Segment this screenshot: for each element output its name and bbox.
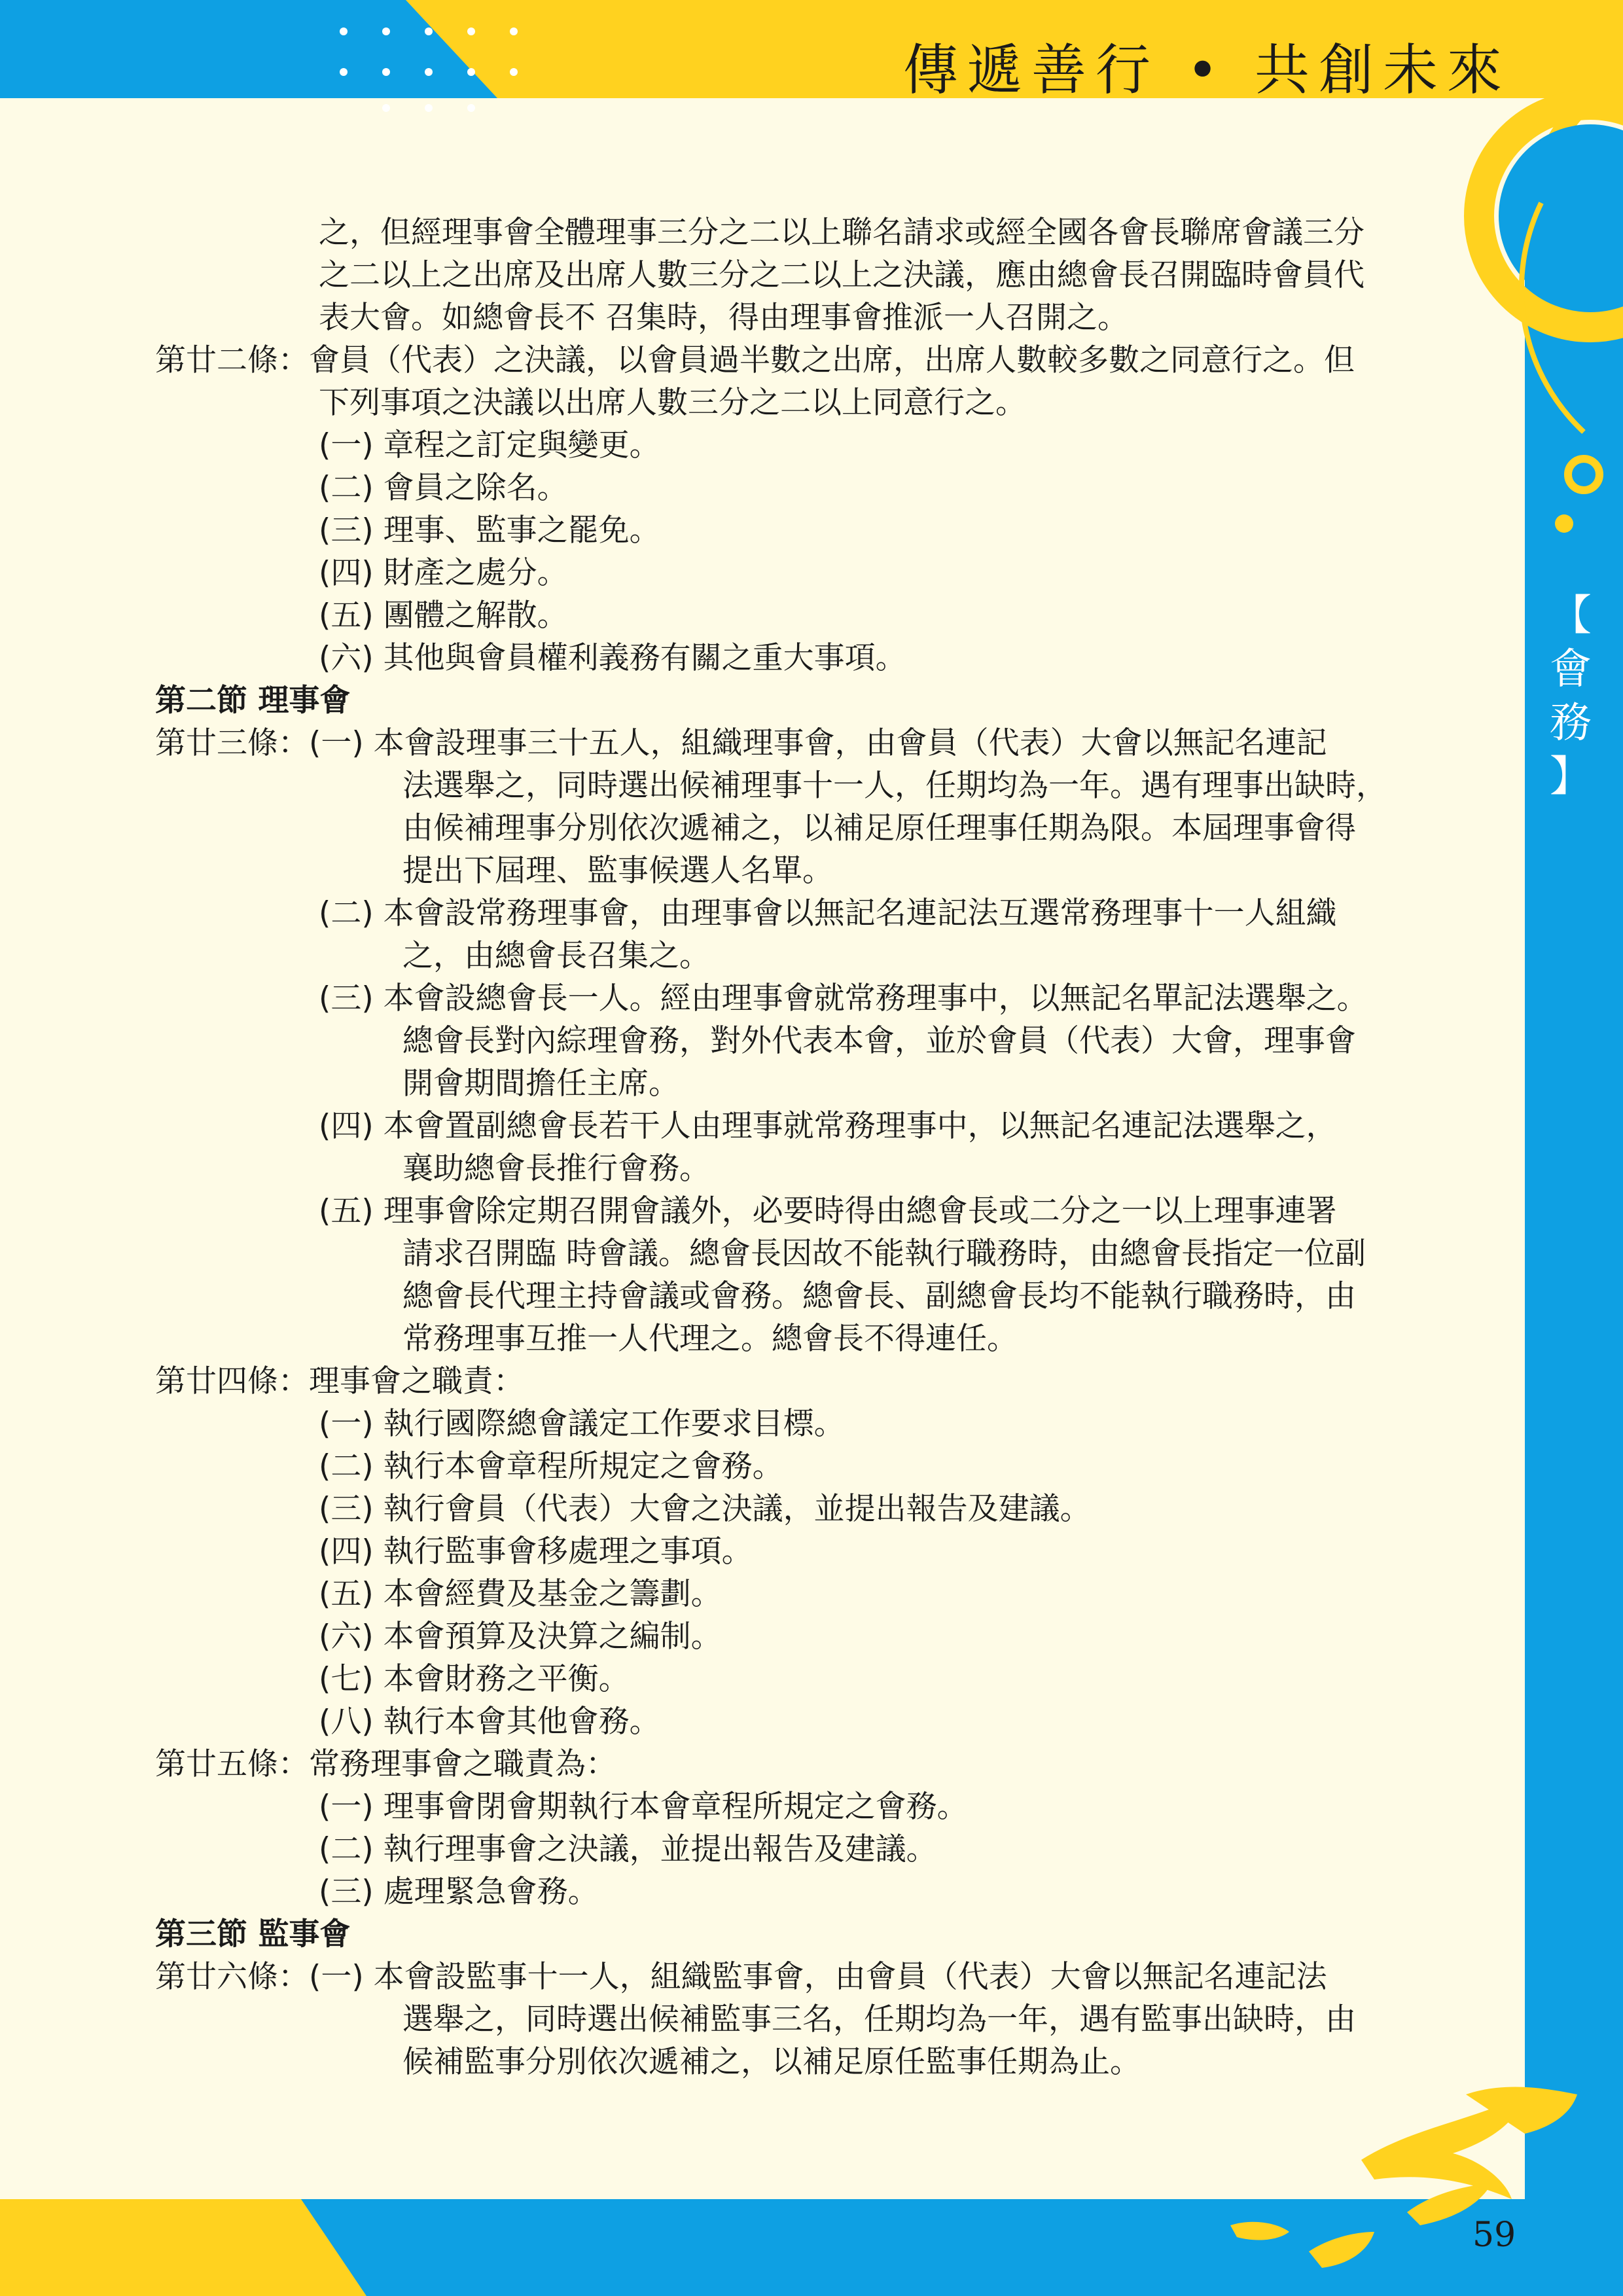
body-line: 法選舉之，同時選出候補理事十一人，任期均為一年。遇有理事出缺時， — [402, 768, 1387, 804]
list-item: (二) 本會設常務理事會，由理事會以無記名連記法互選常務理事十一人組織 — [319, 895, 1337, 931]
article-24: 第廿四條：理事會之職責： — [155, 1363, 524, 1399]
list-item: (一) 執行國際總會議定工作要求目標。 — [319, 1406, 845, 1442]
body-line: 候補監事分別依次遞補之，以補足原任監事任期為止。 — [402, 2044, 1141, 2080]
list-item: (四) 執行監事會移處理之事項。 — [319, 1534, 753, 1570]
article-26: 第廿六條：(一) 本會設監事十一人，組織監事會，由會員（代表）大會以無記名連記法 — [155, 1959, 1327, 1995]
page-number: 59 — [1472, 2215, 1516, 2255]
list-item: (二) 執行本會章程所規定之會務。 — [319, 1448, 783, 1484]
body-line: 下列事項之決議以出席人數三分之二以上同意行之。 — [319, 385, 1026, 421]
body-line: 提出下屆理、監事候選人名單。 — [402, 853, 833, 889]
body-line: 常務理事互推一人代理之。總會長不得連任。 — [402, 1321, 1018, 1357]
list-item: (四) 本會置副總會長若干人由理事就常務理事中，以無記名連記法選舉之， — [319, 1108, 1337, 1144]
sidebar-label-char: 】 — [1550, 753, 1592, 801]
list-item: (五) 團體之解散。 — [319, 598, 568, 634]
body-line: 之，但經理事會全體理事三分之二以上聯名請求或經全國各會長聯席會議三分 — [319, 215, 1364, 251]
list-item: (三) 本會設總會長一人。經由理事會就常務理事中，以無記名單記法選舉之。 — [319, 980, 1368, 1016]
list-item: (三) 執行會員（代表）大會之決議，並提出報告及建議。 — [319, 1491, 1091, 1527]
body-line: 請求召開臨 時會議。總會長因故不能執行職務時，由總會長指定一位副 — [402, 1236, 1366, 1272]
article-22: 第廿二條：會員（代表）之決議，以會員過半數之出席，出席人數較多數之同意行之。但 — [155, 342, 1355, 378]
list-item: (四) 財產之處分。 — [319, 555, 568, 591]
sidebar-label-char: 會 — [1550, 645, 1592, 694]
body-line: 之，由總會長召集之。 — [402, 938, 710, 974]
list-item: (七) 本會財務之平衡。 — [319, 1661, 630, 1697]
body-line: 選舉之，同時選出候補監事三名，任期均為一年，遇有監事出缺時，由 — [402, 2001, 1356, 2037]
list-item: (五) 本會經費及基金之籌劃。 — [319, 1576, 722, 1612]
list-item: (二) 執行理事會之決議，並提出報告及建議。 — [319, 1831, 937, 1867]
body-line: 總會長對內綜理會務，對外代表本會，並於會員（代表）大會，理事會 — [402, 1023, 1356, 1059]
list-item: (三) 處理緊急會務。 — [319, 1874, 599, 1910]
list-item: (五) 理事會除定期召開會議外，必要時得由總會長或二分之一以上理事連署 — [319, 1193, 1337, 1229]
list-item: (二) 會員之除名。 — [319, 470, 568, 506]
body-line: 開會期間擔任主席。 — [402, 1066, 679, 1102]
body-line: 由候補理事分別依次遞補之，以補足原任理事任期為限。本屆理事會得 — [402, 810, 1356, 846]
body-line: 之二以上之出席及出席人數三分之二以上之決議，應由總會長召開臨時會員代 — [319, 257, 1364, 293]
list-item: (六) 本會預算及決算之編制。 — [319, 1619, 722, 1655]
list-item: (三) 理事、監事之罷免。 — [319, 512, 660, 548]
article-23: 第廿三條：(一) 本會設理事三十五人，組織理事會，由會員（代表）大會以無記名連記 — [155, 725, 1327, 761]
list-item: (一) 章程之訂定與變更。 — [319, 427, 660, 463]
article-25: 第廿五條：常務理事會之職責為： — [155, 1746, 616, 1782]
list-item: (一) 理事會閉會期執行本會章程所規定之會務。 — [319, 1789, 968, 1825]
section-heading: 第二節 理事會 — [155, 683, 351, 719]
section-heading: 第三節 監事會 — [155, 1916, 351, 1952]
body-line: 總會長代理主持會議或會務。總會長、副總會長均不能執行職務時，由 — [402, 1278, 1356, 1314]
sidebar-section-label — [1531, 589, 1610, 804]
body-line: 表大會。如總會長不 召集時，得由理事會推派一人召開之。 — [319, 300, 1128, 336]
body-line: 襄助總會長推行會務。 — [402, 1151, 710, 1187]
list-item: (八) 執行本會其他會務。 — [319, 1704, 660, 1740]
list-item: (六) 其他與會員權利義務有關之重大事項。 — [319, 640, 906, 676]
sidebar-label-char: 【 — [1550, 592, 1592, 640]
header-title: 傳遞善行 • 共創未來 — [903, 38, 1511, 102]
sidebar-label-char: 務 — [1550, 699, 1592, 747]
